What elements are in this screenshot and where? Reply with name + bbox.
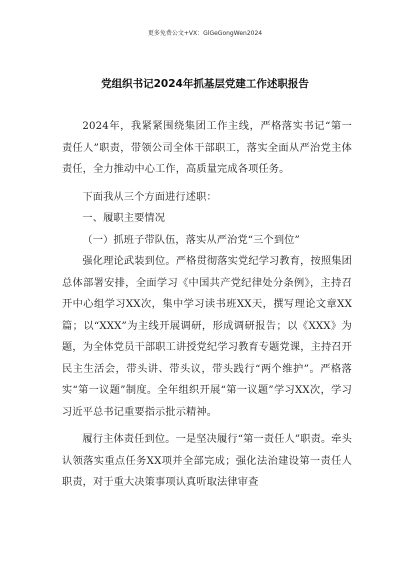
section-heading: 一、履职主要情况 xyxy=(82,213,166,224)
overview-paragraph: 下面我从三个方面进行述职： xyxy=(82,191,217,203)
subsection-heading: （一）抓班子带队伍，落实从严治党“三个到位” xyxy=(82,234,300,246)
body-paragraph: 强化理论武装到位。严格贯彻落实党纪学习教育，按照集团总体部署安排，全面学习《中国共产党纪律处分条例》，主持召开中心组学习XX次，集中学习读书班XX天，撰写理论文章XX篇；以“XXX”为主线开展调研，形成调研报告；以《XXX》为题，为全体党员干部职工讲授党纪学习教育专题党课，主持召开民主生活会，带头讲、带头议，带头践行“两个维护”。严格落实“第一议题”制度。全年组织开展“第一议题”学习XX次，学习习近平总书记重要指示批示精神。 xyxy=(62,256,352,418)
document-body xyxy=(62,116,352,494)
body-paragraph: 履行主体责任到位。一是坚决履行“第一责任人”职责。牵头认领落实重点任务XX项并全部完成；强化法治建设第一责任人职责，对于重大决策事项认真听取法律审查 xyxy=(62,434,352,488)
document-title: 党组织书记2024年抓基层党建工作述职报告 xyxy=(101,78,309,90)
intro-paragraph: 2024年，我紧紧围绕集团工作主线，严格落实书记“第一责任人”职责，带领公司全体干部职工，落实全面从严治党主体责任，全力推动中心工作，高质量完成各项任务。 xyxy=(62,121,352,175)
header-note: 更多免费公文+VX：GlGeGongWen2024 xyxy=(147,30,263,37)
